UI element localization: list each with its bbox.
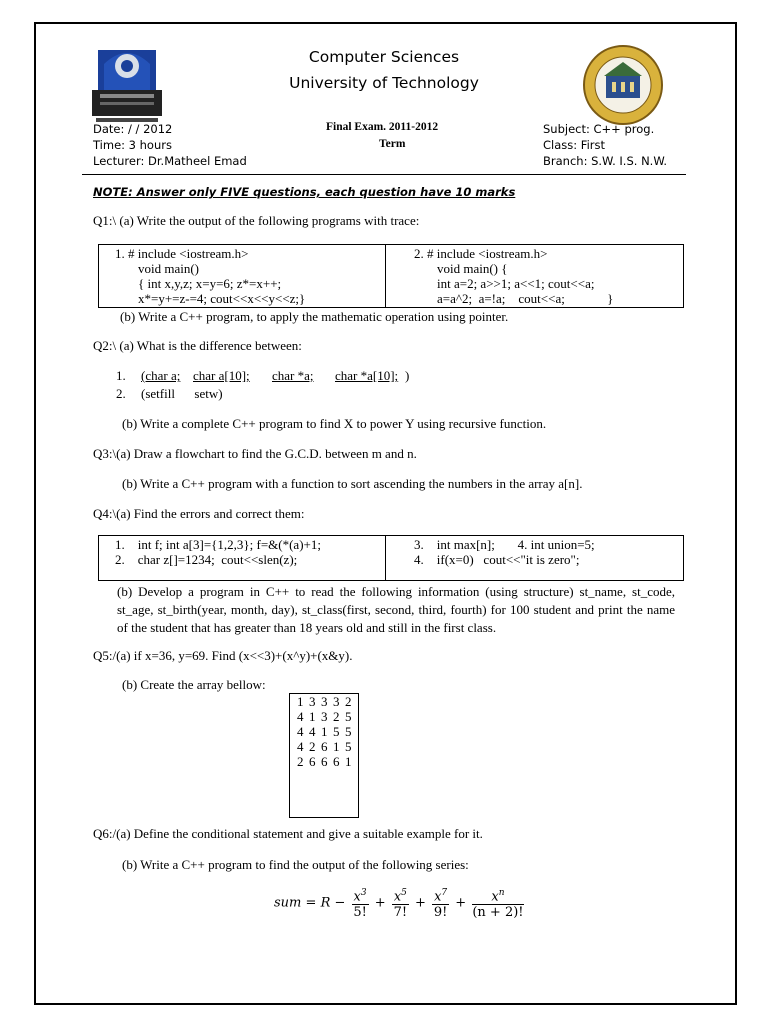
array-cell: 1 (321, 724, 328, 739)
exam-date: Date: / / 2012 (93, 122, 173, 136)
formula-plus: + (455, 895, 467, 911)
term-exponent: 7 (441, 888, 448, 898)
term-exponent: 5 (401, 888, 407, 898)
department-title: Computer Sciences (308, 48, 460, 66)
array-cell: 1 (345, 754, 352, 769)
array-cell: 5 (345, 709, 352, 724)
q1-part-b: (b) Write a C++ program, to apply the mathematic operation using pointer. (120, 309, 509, 324)
term-denominator: 5! (353, 905, 367, 921)
array-cell: 3 (309, 694, 316, 709)
q1-code-line: void main() { (437, 261, 508, 276)
q4-code-line: 1. int f; int a[3]={1,2,3}; f=&(*(a)+1; (115, 537, 321, 552)
formula-term (472, 886, 523, 920)
q2-item-number: 2. (116, 386, 126, 401)
branch: Branch: S.W. I.S. N.W. (543, 154, 668, 168)
q6-part-b: (b) Write a C++ program to find the output of the following series: (122, 857, 469, 872)
series-formula (274, 886, 526, 920)
formula-term (432, 886, 449, 920)
array-row (297, 709, 357, 725)
university-title: University of Technology (289, 74, 479, 92)
q1-code-line: a=a^2; a=!a; cout<<a; } (437, 291, 614, 306)
array-cell: 5 (345, 739, 352, 754)
q1-code-line: int a=2; a>>1; a<<1; cout<<a; (437, 276, 595, 291)
q1-table-divider (385, 244, 386, 308)
term-denominator: (n + 2)! (472, 905, 524, 921)
array-cell: 3 (321, 694, 328, 709)
q6-part-a: Q6:/(a) Define the conditional statement and give a suitable example for it. (93, 826, 483, 841)
q3-part-a: Q3:\(a) Draw a flowchart to find the G.C.D. between m and n. (93, 446, 417, 461)
array-cell: 6 (321, 739, 328, 754)
array-cell: 6 (309, 754, 316, 769)
term-base: x (434, 889, 442, 905)
array-cell: 4 (297, 739, 304, 754)
q1-code-line: { int x,y,z; x=y=6; z*=x++; (138, 276, 282, 291)
q5-part-a: Q5:/(a) if x=36, y=69. Find (x<<3)+(x^y)+(x&y). (93, 648, 353, 663)
term-base: x (393, 889, 402, 905)
exam-time: Time: 3 hours (93, 138, 172, 152)
array-cell: 2 (345, 694, 352, 709)
lecturer: Lecturer: Dr.Matheel Emad (93, 154, 247, 168)
q2-part-a: Q2:\ (a) What is the difference between: (93, 338, 302, 353)
q3-part-b: (b) Write a C++ program with a function to sort ascending the numbers in the array a[n]. (122, 476, 583, 491)
array-row (297, 739, 357, 755)
formula-term (352, 886, 369, 920)
q4-code-line: 3. int max[n]; 4. int union=5; (414, 537, 595, 552)
subject: Subject: C++ prog. (543, 122, 655, 136)
array-cell: 2 (309, 739, 316, 754)
term-denominator: 9! (433, 905, 448, 921)
q1-code-line: void main() (138, 261, 200, 276)
q4-code-line: 2. char z[]=1234; cout<<slen(z); (115, 552, 298, 567)
q2-item: (char a; (141, 368, 181, 383)
term-exponent: n (498, 888, 505, 898)
array-cell: 4 (297, 709, 304, 724)
q2-item: (setfill setw) (141, 386, 223, 401)
array-cell: 4 (309, 724, 316, 739)
array-cell: 6 (333, 754, 340, 769)
q2-item: char a[10]; (193, 368, 250, 383)
q4-part-a: Q4:\(a) Find the errors and correct them: (93, 506, 305, 521)
array-row (297, 754, 357, 770)
q1-part-a: Q1:\ (a) Write the output of the following programs with trace: (93, 213, 420, 228)
q2-item: char *a; (272, 368, 314, 383)
array-cell: 4 (297, 724, 304, 739)
array-row (297, 694, 357, 710)
formula-minus: − (334, 895, 346, 911)
exam-note: NOTE: Answer only FIVE questions, each question have 10 marks (93, 185, 516, 199)
q1-code-line: x*=y+=z-=4; cout<<x<<y<<z;} (138, 291, 306, 306)
q2-item: char *a[10]; (335, 368, 399, 383)
q1-code-line: 2. # include <iostream.h> (414, 246, 548, 261)
term-base: x (353, 889, 361, 905)
array-cell: 3 (321, 709, 328, 724)
exam-title: Final Exam. 2011-2012 (326, 121, 439, 133)
formula-equals: = (305, 895, 317, 911)
formula-plus: + (374, 895, 386, 911)
q2-item-number: 1. (116, 368, 126, 383)
formula-lhs: sum (274, 895, 302, 911)
q5-part-b: (b) Create the array bellow: (122, 677, 266, 692)
formula-r: R (320, 895, 331, 911)
q4-part-b: (b) Develop a program in C++ to read the following information (using structure) st_name, st_code, st_age, st_birth(year, month, day), st_class(first, second, third, fourth) for 100 student and print the name of the student that has greater than 18 years old and still in the first class. (117, 584, 675, 635)
array-cell: 1 (333, 739, 340, 754)
term-exponent: 3 (360, 888, 367, 898)
array-row (297, 724, 357, 740)
array-cell: 2 (333, 709, 340, 724)
formula-term (392, 886, 409, 920)
array-cell: 1 (297, 694, 304, 709)
class: Class: First (543, 138, 605, 152)
exam-term: Term (379, 138, 406, 150)
array-cell: 2 (297, 754, 304, 769)
array-cell: 5 (345, 724, 352, 739)
q2-part-b: (b) Write a complete C++ program to find X to power Y using recursive function. (122, 416, 547, 431)
array-cell: 3 (333, 694, 340, 709)
q1-code-line: 1. # include <iostream.h> (115, 246, 249, 261)
array-cell: 5 (333, 724, 340, 739)
array-cell: 6 (321, 754, 328, 769)
q2-item: ) (405, 368, 410, 383)
term-denominator: 7! (393, 905, 408, 921)
term-base: x (491, 889, 499, 905)
header-divider (82, 174, 686, 175)
q4-table-divider (385, 535, 386, 581)
q4-code-line: 4. if(x=0) cout<<"it is zero"; (414, 552, 580, 567)
formula-plus: + (415, 895, 426, 911)
array-cell: 1 (309, 709, 316, 724)
